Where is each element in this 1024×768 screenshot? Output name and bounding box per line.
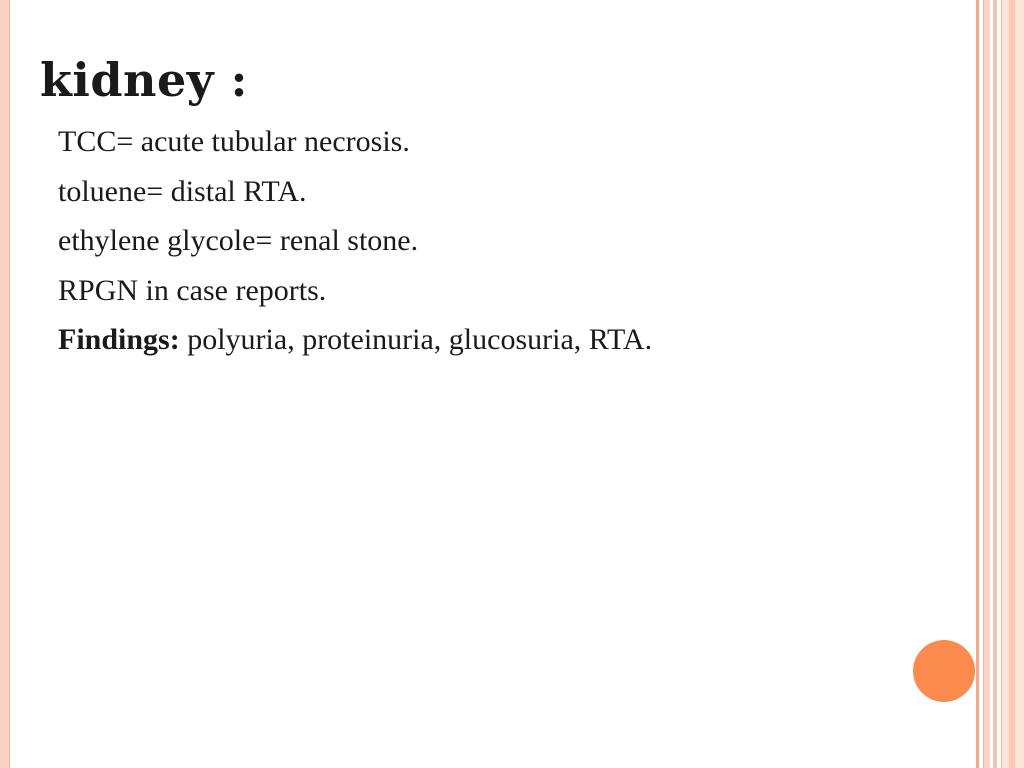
- bullet-text: polyuria, proteinuria, glucosuria, RTA.: [179, 323, 653, 356]
- bullet-text: TCC= acute tubular necrosis.: [58, 125, 410, 158]
- bullet-text: ethylene glycole= renal stone.: [58, 224, 419, 257]
- bullet-item: [58, 122, 652, 162]
- bullet-text: RPGN in case reports.: [58, 273, 327, 307]
- left-border-decoration: [0, 0, 10, 768]
- bullet-label: Findings:: [58, 323, 180, 356]
- right-stripe: [1009, 0, 1015, 768]
- bullet-item: [58, 320, 652, 360]
- bullet-item: [58, 271, 652, 311]
- bullet-text: toluene= distal RTA.: [58, 174, 307, 208]
- bullet-item: [58, 172, 652, 212]
- right-stripe: [983, 0, 990, 768]
- bullet-list: [58, 122, 652, 370]
- bullet-item: [58, 221, 652, 261]
- slide-title: kidney :: [40, 53, 248, 107]
- right-stripe: [976, 0, 979, 768]
- accent-dot: [913, 640, 975, 702]
- right-stripe: [993, 0, 997, 768]
